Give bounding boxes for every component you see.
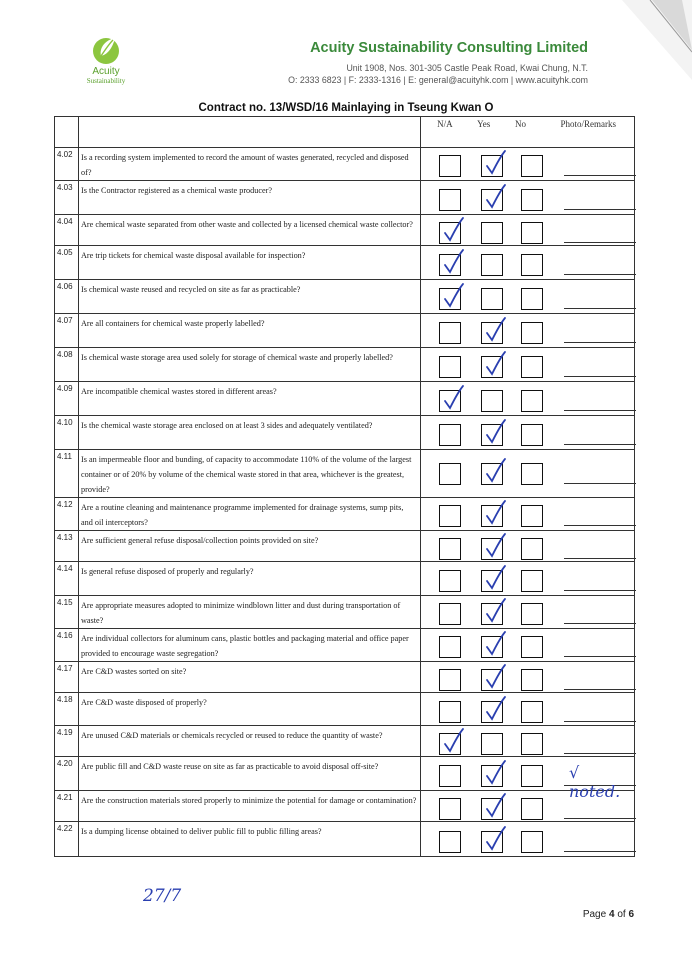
item-number: 4.03 — [55, 181, 79, 215]
item-number: 4.09 — [55, 382, 79, 416]
item-question: Are all containers for chemical waste properly labelled? — [79, 314, 421, 348]
answer-cell — [421, 562, 635, 596]
checkbox-no[interactable] — [521, 570, 543, 592]
checkbox-na[interactable] — [439, 356, 461, 378]
table-row — [55, 314, 635, 348]
table-row — [55, 246, 635, 280]
answer-cell — [421, 382, 635, 416]
remark-line[interactable] — [564, 342, 636, 343]
checkbox-na[interactable] — [439, 701, 461, 723]
checkbox-no[interactable] — [521, 254, 543, 276]
checkmark-icon — [482, 663, 508, 691]
checkbox-yes[interactable] — [481, 288, 503, 310]
col-yes-label: Yes — [477, 119, 491, 129]
checkmark-icon — [440, 384, 466, 412]
handwritten-remark: √ noted. — [569, 763, 621, 801]
checkbox-na[interactable] — [439, 831, 461, 853]
checkbox-yes[interactable] — [481, 733, 503, 755]
remark-line[interactable] — [564, 818, 636, 819]
checkbox-na[interactable] — [439, 155, 461, 177]
checkbox-na[interactable] — [439, 505, 461, 527]
checkbox-no[interactable] — [521, 603, 543, 625]
remark-line[interactable] — [564, 721, 636, 722]
table-row — [55, 450, 635, 498]
item-question: Are C&D waste disposed of properly? — [79, 693, 421, 726]
logo-text: Acuity — [92, 66, 120, 77]
table-row — [55, 531, 635, 562]
answer-cell — [421, 662, 635, 693]
checkbox-yes[interactable] — [481, 222, 503, 244]
item-number: 4.22 — [55, 822, 79, 857]
table-row — [55, 596, 635, 629]
checklist-body — [55, 148, 635, 857]
checkbox-no[interactable] — [521, 463, 543, 485]
checkbox-na[interactable] — [439, 538, 461, 560]
item-question: Is an impermeable floor and bunding, of capacity to accommodate 110% of the volume of the largest container or of 20% by volume of the chemical waste stored in that area, whichever is the greatest, provide? — [79, 450, 421, 498]
item-number: 4.06 — [55, 280, 79, 314]
checkbox-no[interactable] — [521, 322, 543, 344]
header-num-cell — [55, 117, 79, 148]
table-row — [55, 280, 635, 314]
header-answer-cell — [421, 117, 635, 148]
col-remarks-label: Photo/Remarks — [560, 119, 616, 129]
answer-cell — [421, 498, 635, 531]
item-question: Are individual collectors for aluminum cans, plastic bottles and packaging material and office paper provided to encourage waste segregation? — [79, 629, 421, 662]
item-question: Are public fill and C&D waste reuse on site as far as practicable to avoid disposal off-site? — [79, 757, 421, 791]
item-number: 4.16 — [55, 629, 79, 662]
checkbox-na[interactable] — [439, 189, 461, 211]
checkmark-icon — [482, 316, 508, 344]
page-number — [583, 909, 634, 920]
checkmark-icon — [482, 149, 508, 177]
checkbox-yes[interactable] — [481, 254, 503, 276]
checkmark-icon — [440, 727, 466, 755]
company-logo — [78, 32, 134, 92]
table-row — [55, 148, 635, 181]
item-number: 4.21 — [55, 791, 79, 822]
answer-cell — [421, 629, 635, 662]
remark-line[interactable] — [564, 444, 636, 445]
checkbox-no[interactable] — [521, 538, 543, 560]
handwritten-date: 27/7 — [143, 886, 182, 906]
item-question: Are unused C&D materials or chemicals recycled or reused to reduce the quantity of waste? — [79, 726, 421, 757]
item-number: 4.13 — [55, 531, 79, 562]
checkbox-no[interactable] — [521, 288, 543, 310]
checkmark-icon — [482, 792, 508, 820]
answer-cell — [421, 348, 635, 382]
table-row — [55, 348, 635, 382]
checkmark-icon — [482, 695, 508, 723]
item-number: 4.04 — [55, 215, 79, 246]
checkmark-icon — [482, 597, 508, 625]
remark-line[interactable] — [564, 274, 636, 275]
page-current: 4 — [608, 909, 615, 920]
item-number: 4.11 — [55, 450, 79, 498]
remark-line[interactable] — [564, 656, 636, 657]
item-question: Are incompatible chemical wastes stored in different areas? — [79, 382, 421, 416]
checkbox-no[interactable] — [521, 390, 543, 412]
remark-line[interactable] — [564, 483, 636, 484]
checkbox-na[interactable] — [439, 463, 461, 485]
checkbox-no[interactable] — [521, 505, 543, 527]
checkbox-na[interactable] — [439, 424, 461, 446]
item-number: 4.15 — [55, 596, 79, 629]
item-question: Are sufficient general refuse disposal/collection points provided on site? — [79, 531, 421, 562]
remark-line[interactable] — [564, 558, 636, 559]
table-row — [55, 726, 635, 757]
logo-subtext: Sustainability — [86, 77, 126, 85]
item-number: 4.10 — [55, 416, 79, 450]
company-address: Unit 1908, Nos. 301-305 Castle Peak Road, Kwai Chung, N.T. — [346, 63, 588, 73]
checkmark-icon — [482, 499, 508, 527]
answer-cell — [421, 822, 635, 857]
answer-cell — [421, 726, 635, 757]
checkbox-no[interactable] — [521, 733, 543, 755]
item-number: 4.02 — [55, 148, 79, 181]
page-label: Page — [582, 909, 607, 920]
item-number: 4.17 — [55, 662, 79, 693]
item-number: 4.08 — [55, 348, 79, 382]
checkbox-no[interactable] — [521, 765, 543, 787]
remark-line[interactable] — [564, 376, 636, 377]
checkbox-no[interactable] — [521, 831, 543, 853]
answer-cell — [421, 531, 635, 562]
table-row — [55, 562, 635, 596]
checkbox-no[interactable] — [521, 424, 543, 446]
answer-cell — [421, 791, 635, 822]
answer-cell — [421, 693, 635, 726]
table-row — [55, 822, 635, 857]
item-question: Is chemical waste storage area used solely for storage of chemical waste and properly labelled? — [79, 348, 421, 382]
checkbox-na[interactable] — [439, 570, 461, 592]
remark-line[interactable] — [564, 590, 636, 591]
checkmark-icon — [482, 457, 508, 485]
remark-line[interactable] — [564, 525, 636, 526]
checkbox-yes[interactable] — [481, 390, 503, 412]
item-number: 4.18 — [55, 693, 79, 726]
checkbox-na[interactable] — [439, 765, 461, 787]
checkbox-na[interactable] — [439, 603, 461, 625]
checkmark-icon — [440, 248, 466, 276]
checkmark-icon — [440, 216, 466, 244]
item-number: 4.20 — [55, 757, 79, 791]
item-number: 4.05 — [55, 246, 79, 280]
table-row — [55, 693, 635, 726]
checkbox-no[interactable] — [521, 155, 543, 177]
remark-line[interactable] — [564, 242, 636, 243]
company-contact: O: 2333 6823 | F: 2333-1316 | E: general@acuityhk.com | www.acuityhk.com — [288, 75, 588, 85]
table-row — [55, 757, 635, 791]
answer-cell — [421, 246, 635, 280]
checkmark-icon — [482, 418, 508, 446]
item-question: Are chemical waste separated from other waste and collected by a licensed chemical waste collector? — [79, 215, 421, 246]
table-row — [55, 629, 635, 662]
table-row — [55, 416, 635, 450]
company-name: Acuity Sustainability Consulting Limited — [310, 40, 588, 56]
item-question: Is chemical waste reused and recycled on site as far as practicable? — [79, 280, 421, 314]
answer-cell — [421, 181, 635, 215]
remark-line[interactable] — [564, 308, 636, 309]
item-number: 4.19 — [55, 726, 79, 757]
company-header — [288, 40, 588, 85]
remark-line[interactable] — [564, 753, 636, 754]
answer-cell — [421, 416, 635, 450]
remark-line[interactable] — [564, 851, 636, 852]
checkmark-icon — [482, 759, 508, 787]
checkbox-no[interactable] — [521, 189, 543, 211]
header-question-cell — [79, 117, 421, 148]
page-of: of — [617, 909, 626, 920]
answer-cell — [421, 314, 635, 348]
checkbox-no[interactable] — [521, 798, 543, 820]
item-number: 4.12 — [55, 498, 79, 531]
col-no-label: No — [515, 119, 527, 129]
item-question: Is a dumping license obtained to deliver public fill to public filling areas? — [79, 822, 421, 857]
item-question: Are the construction materials stored properly to minimize the potential for damage or contamination? — [79, 791, 421, 822]
table-row — [55, 181, 635, 215]
table-row — [55, 215, 635, 246]
table-header-row — [55, 117, 635, 148]
item-question: Is the chemical waste storage area enclosed on at least 3 sides and adequately ventilated? — [79, 416, 421, 450]
answer-cell — [421, 148, 635, 181]
checkbox-no[interactable] — [521, 356, 543, 378]
item-question: Are appropriate measures adopted to minimize windblown litter and dust during transportation of waste? — [79, 596, 421, 629]
checklist-table — [54, 116, 635, 857]
checkmark-icon — [482, 532, 508, 560]
item-question: Is general refuse disposed of properly and regularly? — [79, 562, 421, 596]
col-na-label: N/A — [437, 119, 453, 129]
checkmark-icon — [482, 825, 508, 853]
table-row — [55, 498, 635, 531]
item-number: 4.07 — [55, 314, 79, 348]
page-total: 6 — [628, 909, 634, 920]
item-question: Are C&D wastes sorted on site? — [79, 662, 421, 693]
table-row — [55, 662, 635, 693]
checkmark-icon — [482, 630, 508, 658]
checkbox-na[interactable] — [439, 669, 461, 691]
checkbox-no[interactable] — [521, 701, 543, 723]
checkmark-icon — [482, 564, 508, 592]
checkbox-no[interactable] — [521, 636, 543, 658]
remark-line[interactable] — [564, 410, 636, 411]
answer-cell — [421, 757, 635, 801]
table-row — [55, 791, 635, 822]
checkbox-no[interactable] — [521, 222, 543, 244]
checkbox-na[interactable] — [439, 636, 461, 658]
remark-line[interactable] — [564, 175, 636, 176]
checkmark-icon — [482, 183, 508, 211]
table-row — [55, 382, 635, 416]
checkbox-no[interactable] — [521, 669, 543, 691]
contract-title: Contract no. 13/WSD/16 Mainlaying in Tseung Kwan O — [198, 102, 494, 114]
item-question: Are a routine cleaning and maintenance programme implemented for drainage systems, sump pits, and oil interceptors? — [79, 498, 421, 531]
checkmark-icon — [482, 350, 508, 378]
checkbox-na[interactable] — [439, 798, 461, 820]
remark-line[interactable] — [564, 689, 636, 690]
remark-line[interactable] — [564, 209, 636, 210]
answer-cell — [421, 450, 635, 498]
leaf-logo-icon — [89, 32, 123, 66]
item-question: Are trip tickets for chemical waste disposal available for inspection? — [79, 246, 421, 280]
item-question: Is the Contractor registered as a chemical waste producer? — [79, 181, 421, 215]
item-number: 4.14 — [55, 562, 79, 596]
answer-cell — [421, 280, 635, 314]
item-question: Is a recording system implemented to record the amount of wastes generated, recycled and disposed of? — [79, 148, 421, 181]
answer-cell — [421, 596, 635, 629]
checkmark-icon — [440, 282, 466, 310]
remark-line[interactable] — [564, 623, 636, 624]
checkbox-na[interactable] — [439, 322, 461, 344]
answer-cell — [421, 215, 635, 246]
page-fold-corner — [622, 0, 692, 80]
